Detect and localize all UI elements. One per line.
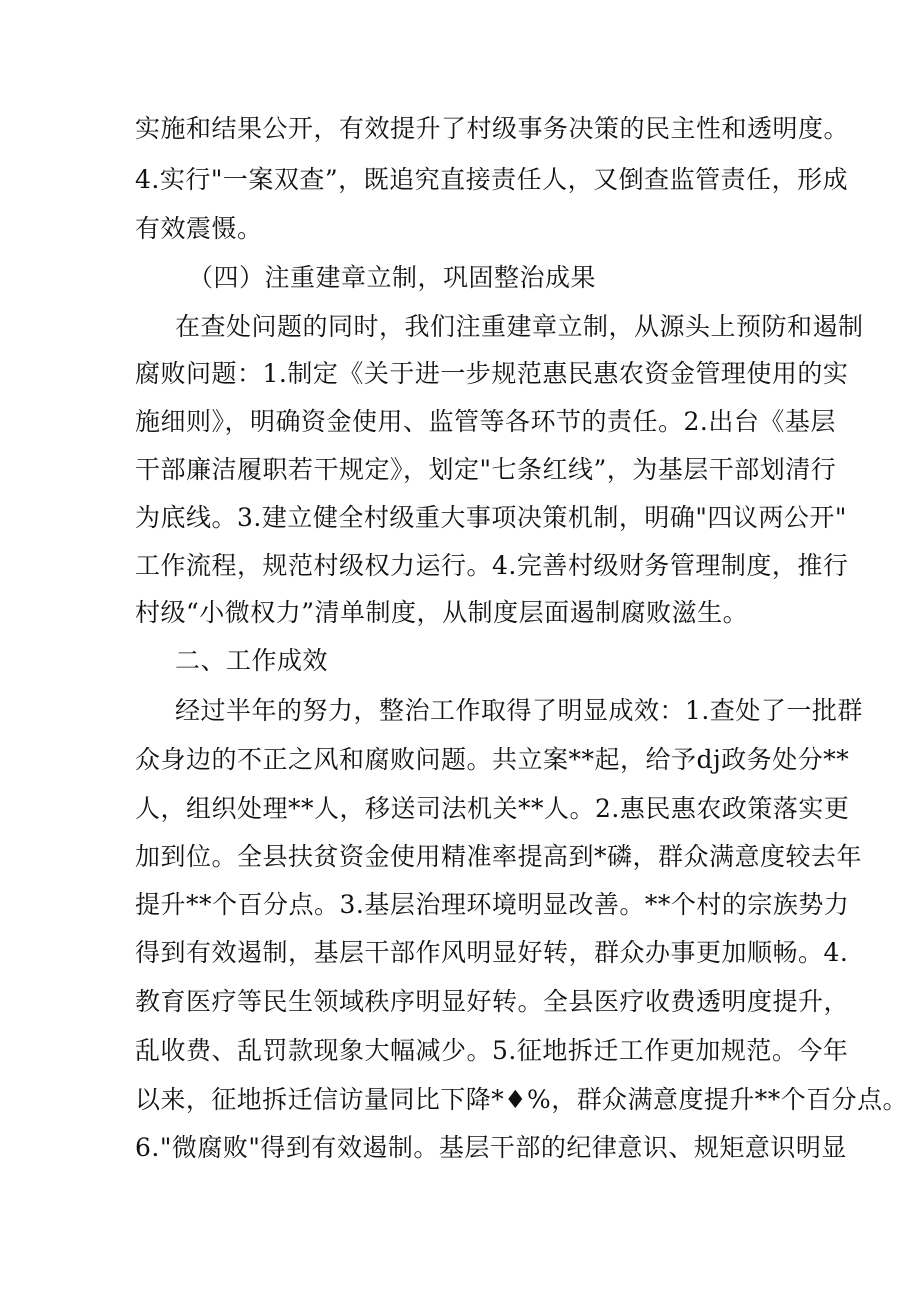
text-line: 6."微腐败"得到有效遏制。基层干部的纪律意识、规矩意识明显 — [135, 1133, 847, 1162]
text-line: 得到有效遏制，基层干部作风明显好转，群众办事更加顺畅。4. — [135, 938, 849, 967]
text-line: 施细则》，明确资金使用、监管等各环节的责任。2.出台《基层 — [135, 407, 836, 436]
text-line: 腐败问题：1.制定《关于进一步规范惠民惠农资金管理使用的实 — [135, 359, 849, 388]
text-line: 在查处问题的同时，我们注重建章立制，从源头上预防和遏制 — [175, 312, 864, 341]
section-heading: 二、工作成效 — [175, 646, 329, 675]
text-line: 干部廉洁履职若干规定》，划定"七条红线”，为基层干部划清行 — [135, 455, 837, 484]
text-line: 众身边的不正之风和腐败问题。共立案**起，给予dj政务处分** — [135, 745, 850, 774]
text-line: 4.实行"一案双查”，既追究直接责任人，又倒查监管责任，形成 — [135, 165, 849, 194]
section-heading: （四）注重建章立制，巩固整治成果 — [188, 263, 597, 292]
text-line: 工作流程，规范村级权力运行。4.完善村级财务管理制度，推行 — [135, 551, 849, 580]
text-line: 以来，征地拆迁信访量同比下降*♦%，群众满意度提升**个百分点。 — [135, 1085, 908, 1114]
text-line: 实施和结果公开，有效提升了村级事务决策的民主性和透明度。 — [135, 114, 850, 143]
text-line: 教育医疗等民生领域秩序明显好转。全县医疗收费透明度提升， — [135, 987, 850, 1016]
text-line: 为底线。3.建立健全村级重大事项决策机制，明确"四议两公开" — [135, 503, 847, 532]
text-line: 村级“小微权力”清单制度，从制度层面遏制腐败滋生。 — [135, 598, 749, 627]
text-line: 乱收费、乱罚款现象大幅减少。5.征地拆迁工作更加规范。今年 — [135, 1036, 849, 1065]
text-line: 加到位。全县扶贫资金使用精准率提高到*磷，群众满意度较去年 — [135, 842, 863, 871]
text-line: 经过半年的努力，整治工作取得了明显成效：1.查处了一批群 — [175, 696, 863, 725]
text-line: 提升**个百分点。3.基层治理环境明显改善。**个村的宗族势力 — [135, 890, 850, 919]
text-line: 有效震慑。 — [135, 214, 263, 243]
text-line: 人，组织处理**人，移送司法机关**人。2.惠民惠农政策落实更 — [135, 794, 850, 823]
